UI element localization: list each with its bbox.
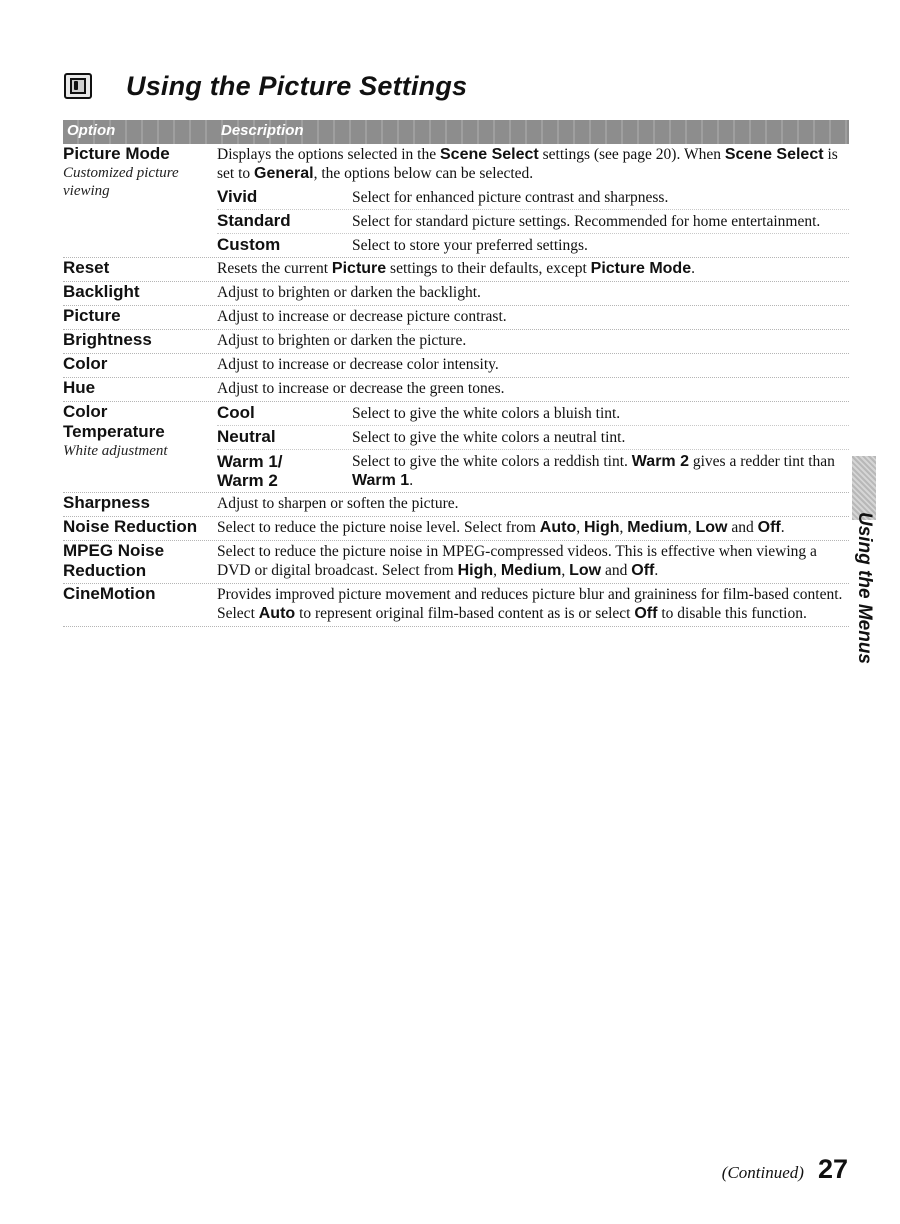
- row-brightness: [63, 330, 849, 354]
- desc-sharpness: Adjust to sharpen or soften the picture.: [217, 495, 459, 512]
- option-noise-reduction: Noise Reduction: [63, 517, 198, 536]
- settings-table: [63, 144, 849, 627]
- desc-mpeg-noise-reduction: Select to reduce the picture noise in MPEG-compressed videos. This is effective when viewing a DVD or digital broadcast. Select from High, Medium, Low and Off.: [217, 543, 817, 579]
- option-cinemotion: CineMotion: [63, 584, 156, 603]
- option-hue: Hue: [63, 378, 96, 397]
- option-picture-mode-sub1: Customized picture: [63, 165, 179, 181]
- desc-hue: Adjust to increase or decrease the green tones.: [217, 380, 505, 397]
- row-color-temperature: [63, 402, 849, 493]
- option-mpeg-noise-1: MPEG Noise: [63, 541, 165, 560]
- option-backlight: Backlight: [63, 282, 140, 301]
- row-backlight: [63, 282, 849, 306]
- option-sharpness: Sharpness: [63, 493, 150, 512]
- header-description: Description: [221, 122, 304, 139]
- desc-noise-reduction: Select to reduce the picture noise level. Select from Auto, High, Medium, Low and Off.: [217, 519, 785, 536]
- suboption-neutral: Neutral Select to give the white colors a neutral tint.: [217, 426, 849, 450]
- option-picture-mode: Picture Mode: [63, 144, 170, 163]
- row-sharpness: [63, 493, 849, 517]
- suboption-cool: Cool Select to give the white colors a bluish tint.: [217, 402, 849, 426]
- continued-label: (Continued): [721, 1163, 804, 1182]
- option-color-temperature-1: Color: [63, 402, 108, 421]
- option-color: Color: [63, 354, 108, 373]
- desc-backlight: Adjust to brighten or darken the backlight.: [217, 284, 481, 301]
- row-picture-mode: [63, 144, 849, 258]
- desc-reset: Resets the current Picture settings to their defaults, except Picture Mode.: [217, 260, 695, 277]
- header-option: Option: [67, 122, 116, 139]
- section-tab-marker: [852, 456, 876, 520]
- desc-picture: Adjust to increase or decrease picture contrast.: [217, 308, 507, 325]
- row-noise-reduction: [63, 517, 849, 541]
- desc-brightness: Adjust to brighten or darken the picture.: [217, 332, 467, 349]
- option-brightness: Brightness: [63, 330, 152, 349]
- suboption-vivid: Vivid Select for enhanced picture contrast and sharpness.: [217, 186, 849, 210]
- option-mpeg-noise-2: Reduction: [63, 561, 147, 580]
- option-color-temperature-sub: White adjustment: [63, 443, 168, 459]
- row-color: [63, 354, 849, 378]
- row-reset: [63, 258, 849, 282]
- desc-color: Adjust to increase or decrease color intensity.: [217, 356, 499, 373]
- page-footer: [722, 1154, 848, 1185]
- suboption-standard: Standard Select for standard picture settings. Recommended for home entertainment.: [217, 210, 849, 234]
- row-picture: [63, 306, 849, 330]
- suboption-warm: Warm 1/ Warm 2 Select to give the white colors a reddish tint. Warm 2 gives a redder tint than Warm 1.: [217, 452, 835, 490]
- page-title: Using the Picture Settings: [126, 70, 468, 101]
- desc-cinemotion: Provides improved picture movement and reduces picture blur and graininess for film-based content. Select Auto to represent original film-based content as is or select Off to disable this function.: [217, 586, 843, 622]
- option-color-temperature-2: Temperature: [63, 422, 165, 441]
- row-hue: [63, 378, 849, 402]
- picture-settings-icon: [64, 73, 92, 99]
- page-number: 27: [817, 1154, 848, 1184]
- section-tab-label: Using the Menus: [854, 511, 875, 665]
- row-mpeg-noise-reduction: [63, 541, 849, 584]
- option-reset: Reset: [63, 258, 110, 277]
- option-picture-mode-sub2: viewing: [63, 183, 110, 199]
- desc-picture-mode: Displays the options selected in the Scene Select settings (see page 20). When Scene Select is set to General, the options below can be selected.: [217, 146, 838, 182]
- row-cinemotion: [63, 584, 849, 627]
- page-heading: [64, 66, 467, 106]
- suboption-custom: Custom Select to store your preferred settings.: [217, 235, 588, 254]
- table-header: [63, 120, 849, 144]
- option-picture: Picture: [63, 306, 121, 325]
